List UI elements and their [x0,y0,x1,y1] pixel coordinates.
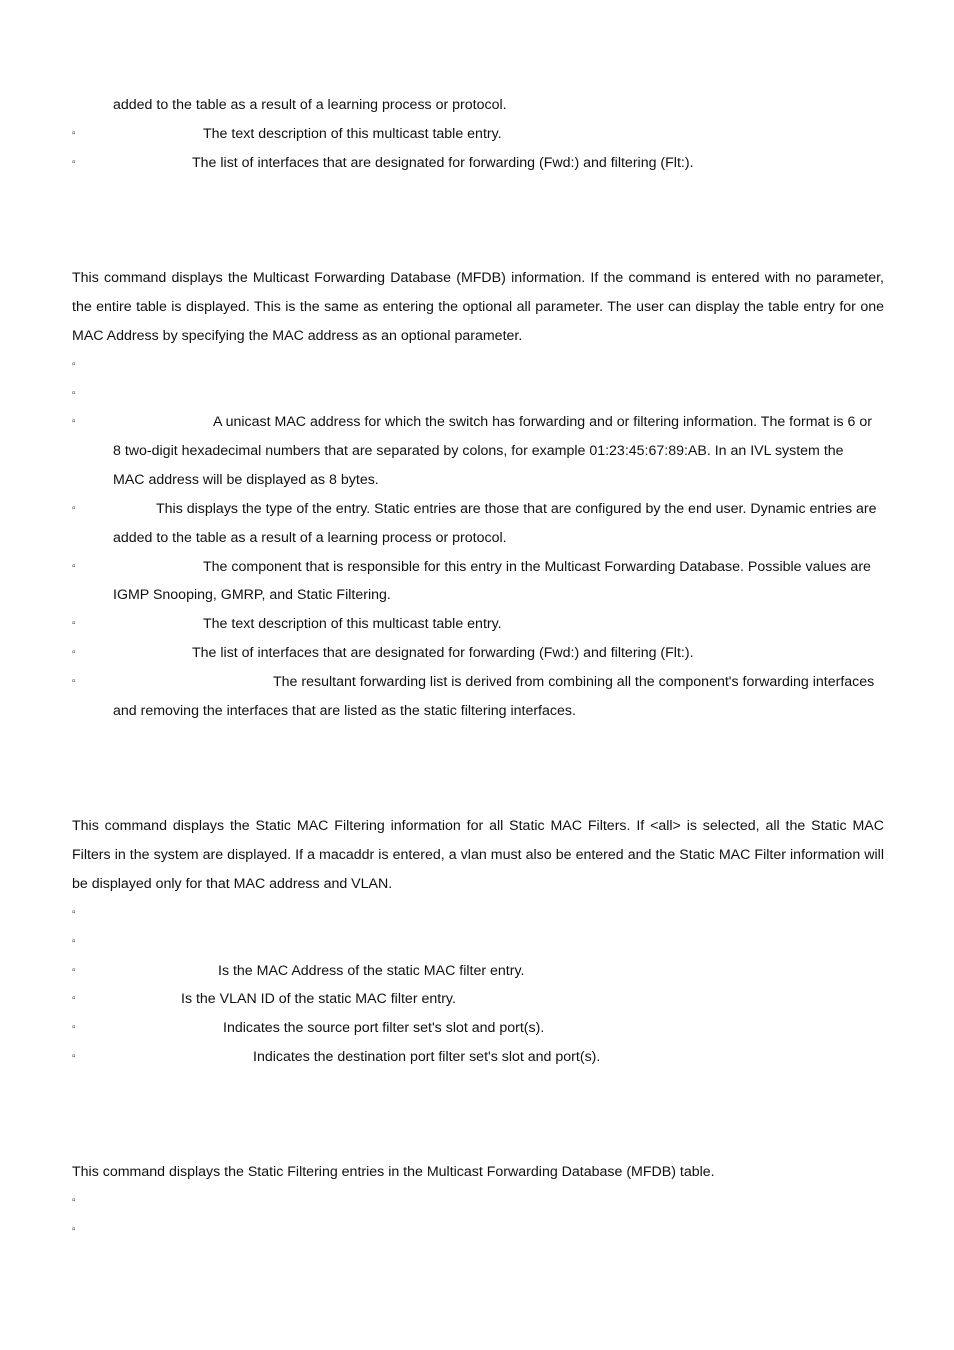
list-bullet: ▫ [72,965,76,976]
description-item: The text description of this multicast table entry. [203,616,502,632]
static-mac-paragraph: This command displays the Static MAC Filtering information for all Static MAC Filters. If <all> is selected, all the Static MAC Filters in the system are displayed. If a macaddr is entered, a vlan must also be entered and the Static MAC Filter information will be displayed only for that MAC address and VLAN. [72,818,884,892]
interfaces-item: The list of interfaces that are designated for forwarding (Fwd:) and filtering (Flt:). [192,155,694,171]
list-bullet: ▫ [72,907,76,918]
component-item: The component that is responsible for this entry in the Multicast Forwarding Database. Possible values are [203,559,871,575]
list-bullet: ▫ [72,1224,76,1235]
forwarding-list-item: The resultant forwarding list is derived from combining all the component's forwarding interfaces [273,674,875,690]
mac-address-item: A unicast MAC address for which the switch has forwarding and or filtering information. The format is 6 or [213,414,872,430]
list-bullet: ▫ [72,936,76,947]
list-bullet: ▫ [72,647,76,658]
continuation-text: added to the table as a result of a learning process or protocol. [113,97,507,113]
description-item: The text description of this multicast table entry. [203,126,502,142]
list-bullet: ▫ [72,416,76,427]
type-item-cont: added to the table as a result of a learning process or protocol. [113,530,507,546]
list-bullet: ▫ [72,503,76,514]
forwarding-list-item-cont: and removing the interfaces that are listed as the static filtering interfaces. [113,703,576,719]
list-bullet: ▫ [72,1195,76,1206]
list-bullet: ▫ [72,1022,76,1033]
list-bullet: ▫ [72,388,76,399]
component-item-cont: IGMP Snooping, GMRP, and Static Filtering. [113,587,391,603]
mac-address-item-cont: 8 two-digit hexadecimal numbers that are separated by colons, for example 01:23:45:67:89:AB. In an IVL system the [113,443,844,459]
interfaces-item: The list of interfaces that are designated for forwarding (Fwd:) and filtering (Flt:). [192,645,694,661]
list-bullet: ▫ [72,128,76,139]
list-bullet: ▫ [72,359,76,370]
destination-port-item: Indicates the destination port filter set's slot and port(s). [253,1049,601,1065]
list-bullet: ▫ [72,157,76,168]
list-bullet: ▫ [72,618,76,629]
filter-vlan-item: Is the VLAN ID of the static MAC filter entry. [181,991,456,1007]
list-bullet: ▫ [72,993,76,1004]
type-item: This displays the type of the entry. Static entries are those that are configured by the end user. Dynamic entries are [156,501,877,517]
static-filter-paragraph: This command displays the Static Filtering entries in the Multicast Forwarding Database (MFDB) table. [72,1164,715,1180]
source-port-item: Indicates the source port filter set's slot and port(s). [223,1020,545,1036]
list-bullet: ▫ [72,1051,76,1062]
mfdb-paragraph: This command displays the Multicast Forwarding Database (MFDB) information. If the command is entered with no parameter, the entire table is displayed. This is the same as entering the optional all parameter. The user can display the table entry for one MAC Address by specifying the MAC address as an optional parameter. [72,270,884,344]
list-bullet: ▫ [72,676,76,687]
list-bullet: ▫ [72,561,76,572]
filter-mac-item: Is the MAC Address of the static MAC filter entry. [218,963,525,979]
mac-address-item-cont: MAC address will be displayed as 8 bytes. [113,472,379,488]
